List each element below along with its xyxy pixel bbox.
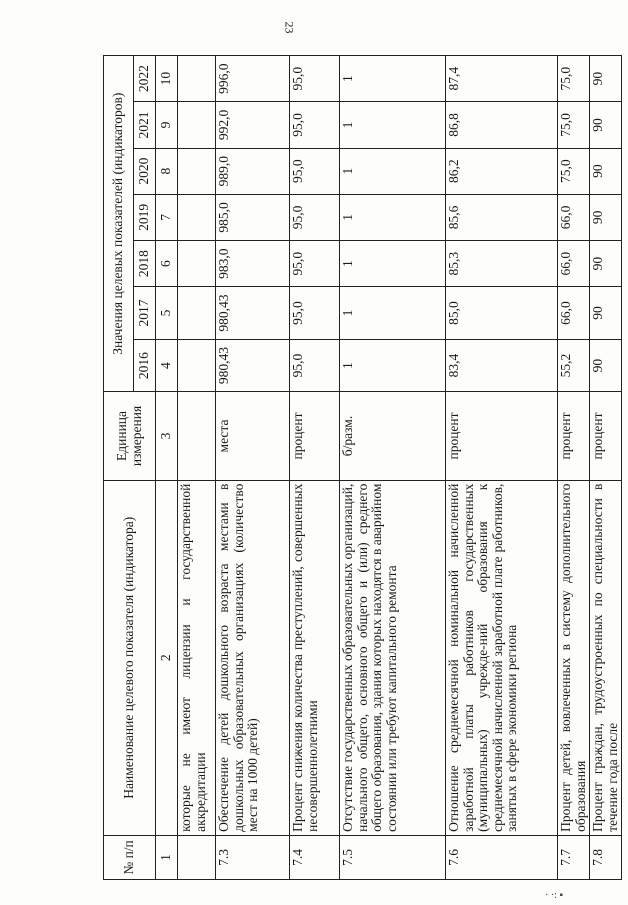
value-cell [178,56,216,102]
value-cell [178,339,216,392]
unit-cell: процент [446,392,558,480]
value-cell: 75,0 [558,102,590,148]
row-number: 7.5 [340,835,446,879]
header-values: Значения целевых показателей (индикаторов) [104,56,134,392]
header-year-2016: 2016 [134,339,156,392]
index-cell: 6 [156,241,178,287]
table-body [178,56,622,880]
header-year-2022: 2022 [134,56,156,102]
unit-cell: места [216,392,290,480]
header-year-2017: 2017 [134,287,156,340]
value-cell: 1 [340,148,446,194]
table-row [590,56,622,880]
value-cell: 85,3 [446,241,558,287]
value-cell: 996,0 [216,56,290,102]
value-cell: 83,4 [446,339,558,392]
index-cell: 3 [156,392,178,480]
indicator-table-rotated [103,55,620,880]
indicator-name: Обеспечение детей дошкольного возраста местами в дошкольных образовательных организациях (количество мест на 1000 детей) [216,480,290,835]
index-cell: 8 [156,148,178,194]
scan-artifact: · ·: ▪ [545,890,563,901]
row-number: 7.6 [446,835,558,879]
indicator-name: которые не имеют лицензии и государственной аккредитации [178,480,216,835]
value-cell: 1 [340,287,446,340]
index-cell: 5 [156,287,178,340]
value-cell: 85,0 [446,287,558,340]
row-number: 7.4 [290,835,340,879]
index-cell: 4 [156,339,178,392]
unit-cell: процент [590,392,622,480]
table-row [446,56,558,880]
unit-cell: процент [558,392,590,480]
index-cell: 2 [156,480,178,835]
header-year-2020: 2020 [134,148,156,194]
header-unit: Единица измерения [104,392,156,480]
unit-cell [178,392,216,480]
index-cell: 1 [156,835,178,879]
header-name: Наименование целевого показателя (индикатора) [104,480,156,835]
index-cell: 10 [156,56,178,102]
value-cell: 1 [340,339,446,392]
row-number [178,835,216,879]
value-cell: 85,6 [446,194,558,240]
value-cell: 1 [340,56,446,102]
row-number: 7.7 [558,835,590,879]
indicator-name: Процент детей, вовлеченных в систему дополнительного образования [558,480,590,835]
row-number: 7.3 [216,835,290,879]
value-cell: 90 [590,194,622,240]
table-row [178,56,216,880]
table-row [216,56,290,880]
value-cell [178,194,216,240]
index-cell: 7 [156,194,178,240]
value-cell: 1 [340,194,446,240]
value-cell: 95,0 [290,102,340,148]
index-row [156,56,178,880]
value-cell: 66,0 [558,241,590,287]
row-number: 7.8 [590,835,622,879]
value-cell [178,287,216,340]
value-cell: 90 [590,148,622,194]
indicator-name: Процент снижения количества преступлений, совершенных несовершеннолетними [290,480,340,835]
value-cell [178,241,216,287]
value-cell: 95,0 [290,241,340,287]
table-row [290,56,340,880]
value-cell [178,148,216,194]
value-cell: 95,0 [290,148,340,194]
value-cell: 95,0 [290,287,340,340]
indicator-name: Отсутствие государственных образовательных организаций, начального общего, основного общего и (или) среднего общего образования, здания которых находятся в аварийном состоянии или требуют капитального ремонта [340,480,446,835]
value-cell: 980,43 [216,339,290,392]
header-year-2019: 2019 [134,194,156,240]
value-cell: 90 [590,339,622,392]
value-cell: 90 [590,102,622,148]
value-cell: 989,0 [216,148,290,194]
header-year-2021: 2021 [134,102,156,148]
value-cell: 90 [590,241,622,287]
value-cell [178,102,216,148]
index-cell: 9 [156,102,178,148]
page-number: 23 [282,21,297,34]
indicator-name: Процент граждан, трудоустроенных по специальности в течение года после [590,480,622,835]
value-cell: 95,0 [290,339,340,392]
value-cell: 985,0 [216,194,290,240]
value-cell: 55,2 [558,339,590,392]
value-cell: 66,0 [558,194,590,240]
value-cell: 983,0 [216,241,290,287]
table-row [340,56,446,880]
indicator-table [103,55,622,880]
value-cell: 1 [340,102,446,148]
value-cell: 90 [590,56,622,102]
header-year-2018: 2018 [134,241,156,287]
table-row [558,56,590,880]
value-cell: 87,4 [446,56,558,102]
value-cell: 86,8 [446,102,558,148]
value-cell: 90 [590,287,622,340]
value-cell: 86,2 [446,148,558,194]
value-cell: 75,0 [558,148,590,194]
unit-cell: процент [290,392,340,480]
value-cell: 95,0 [290,56,340,102]
value-cell: 75,0 [558,56,590,102]
value-cell: 1 [340,241,446,287]
header-num: № п/п [104,835,156,879]
value-cell: 95,0 [290,194,340,240]
value-cell: 66,0 [558,287,590,340]
value-cell: 980,43 [216,287,290,340]
unit-cell: б/разм. [340,392,446,480]
indicator-name: Отношение среднемесячной номинальной начисленной заработной платы работников государственных (муниципальных) учрежде-ний образования к среднемесячной начисленной заработной плате работников, занятых в сфере экономики региона [446,480,558,835]
value-cell: 992,0 [216,102,290,148]
